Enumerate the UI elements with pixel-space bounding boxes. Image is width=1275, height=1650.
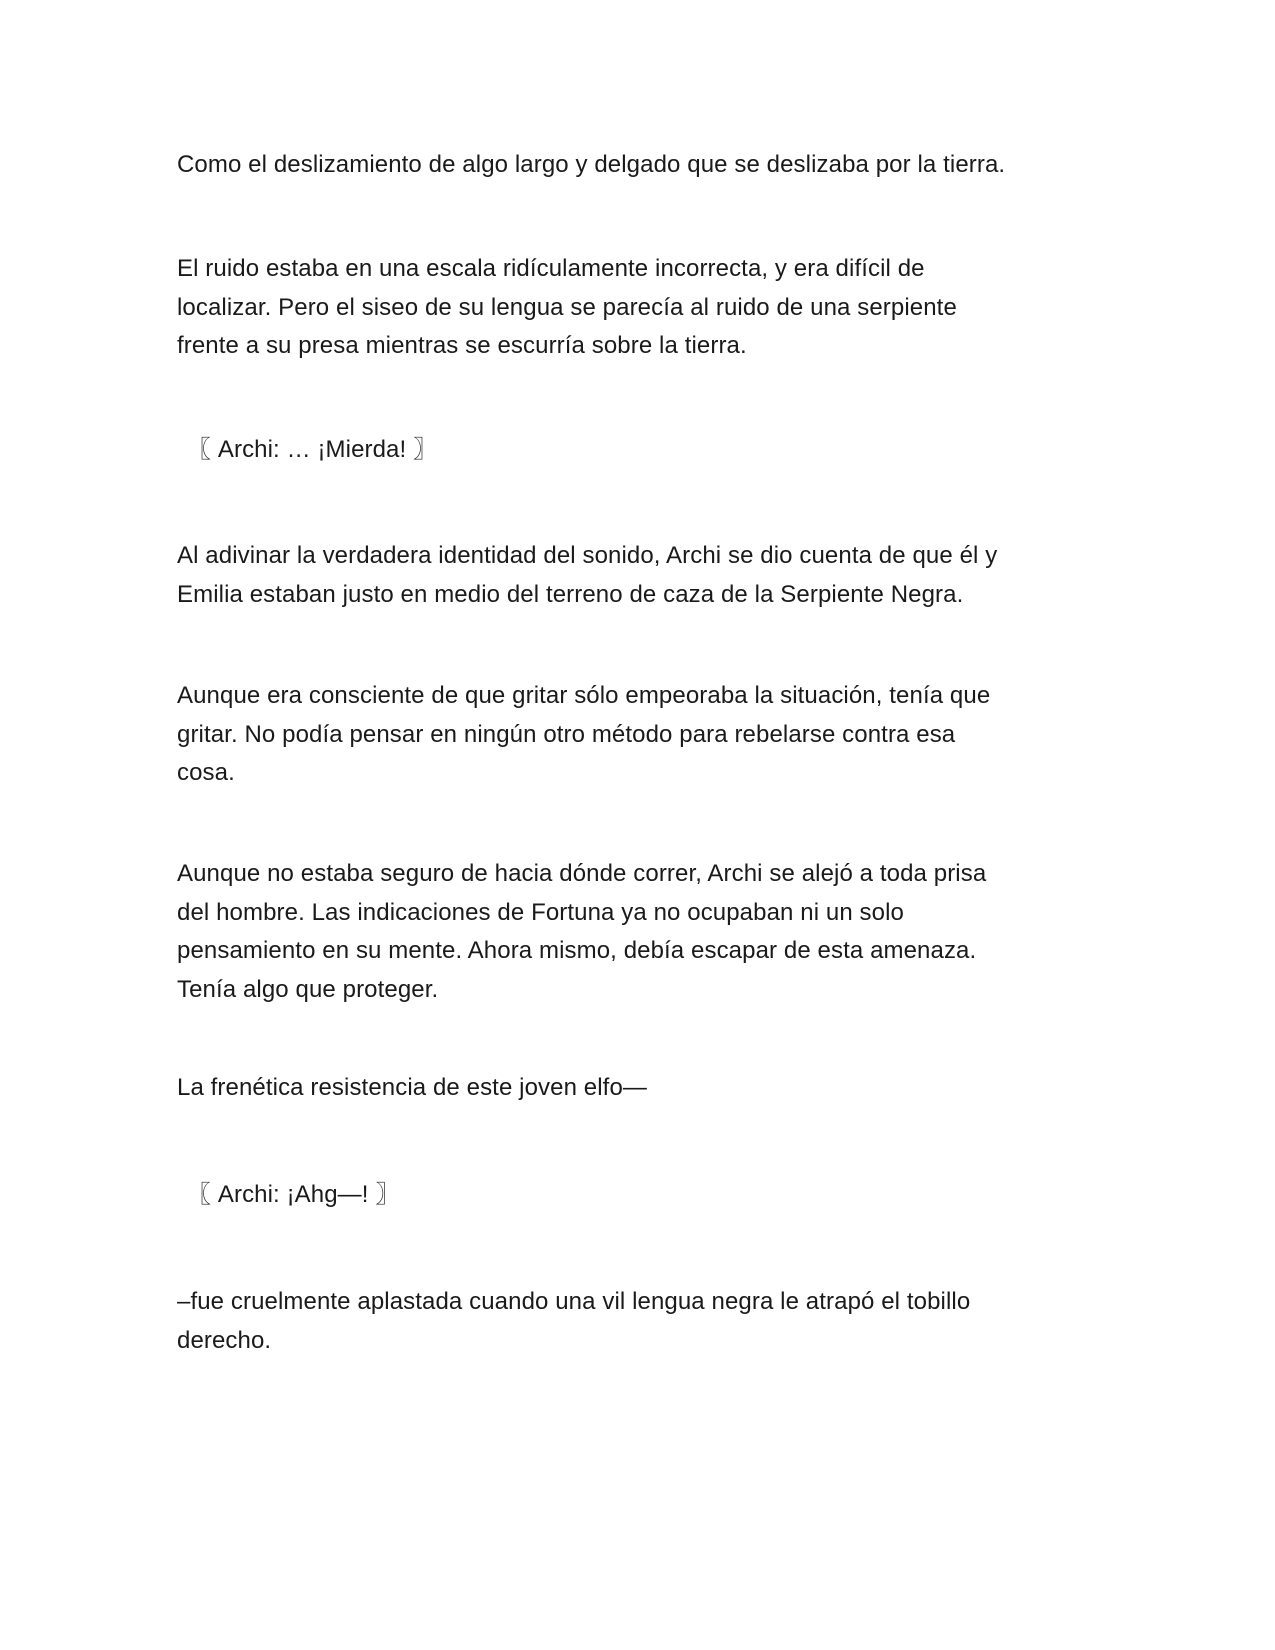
paragraph-7	[177, 1283, 1097, 1360]
text-line: localizar. Pero el siseo de su lengua se parecía al ruido de una serpiente	[177, 293, 957, 321]
text-line: Aunque era consciente de que gritar sólo empeoraba la situación, tenía que	[177, 682, 991, 709]
dialogue-line-1	[187, 431, 1107, 470]
text-line: derecho.	[177, 1326, 272, 1354]
paragraph-6	[177, 1069, 1097, 1108]
text-line: La frenética resistencia de este joven elfo—	[177, 1074, 647, 1101]
text-line: frente a su presa mientras se escurría sobre la tierra.	[177, 332, 747, 359]
text-line: Al adivinar la verdadera identidad del sonido, Archi se dio cuenta de que él y	[177, 542, 998, 569]
text-line: cosa.	[177, 759, 235, 786]
paragraph-5	[177, 855, 1097, 1009]
dialogue-line-2	[187, 1176, 1107, 1215]
paragraph-2	[177, 250, 1097, 366]
text-line: Tenía algo que proteger.	[177, 975, 439, 1003]
text-line: Como el deslizamiento de algo largo y delgado que se deslizaba por la tierra.	[177, 151, 1006, 178]
text-line: pensamiento en su mente. Ahora mismo, debía escapar de esta amenaza.	[177, 937, 977, 964]
text-line: 〖 Archi: ¡Ahg—! 〗	[187, 1181, 400, 1208]
paragraph-4	[177, 677, 1097, 793]
text-line: El ruido estaba en una escala ridículamente incorrecta, y era difícil de	[177, 255, 925, 282]
text-line: del hombre. Las indicaciones de Fortuna ya no ocupaban ni un solo	[177, 898, 904, 926]
text-line: 〖 Archi: … ¡Mierda! 〗	[187, 436, 438, 463]
text-line: –fue cruelmente aplastada cuando una vil lengua negra le atrapó el tobillo	[177, 1288, 971, 1315]
text-line: Aunque no estaba seguro de hacia dónde correr, Archi se alejó a toda prisa	[177, 860, 987, 887]
paragraph-3	[177, 537, 1097, 614]
paragraph-1	[177, 146, 1097, 185]
text-line: gritar. No podía pensar en ningún otro método para rebelarse contra esa	[177, 720, 956, 748]
text-line: Emilia estaban justo en medio del terreno de caza de la Serpiente Negra.	[177, 580, 964, 608]
